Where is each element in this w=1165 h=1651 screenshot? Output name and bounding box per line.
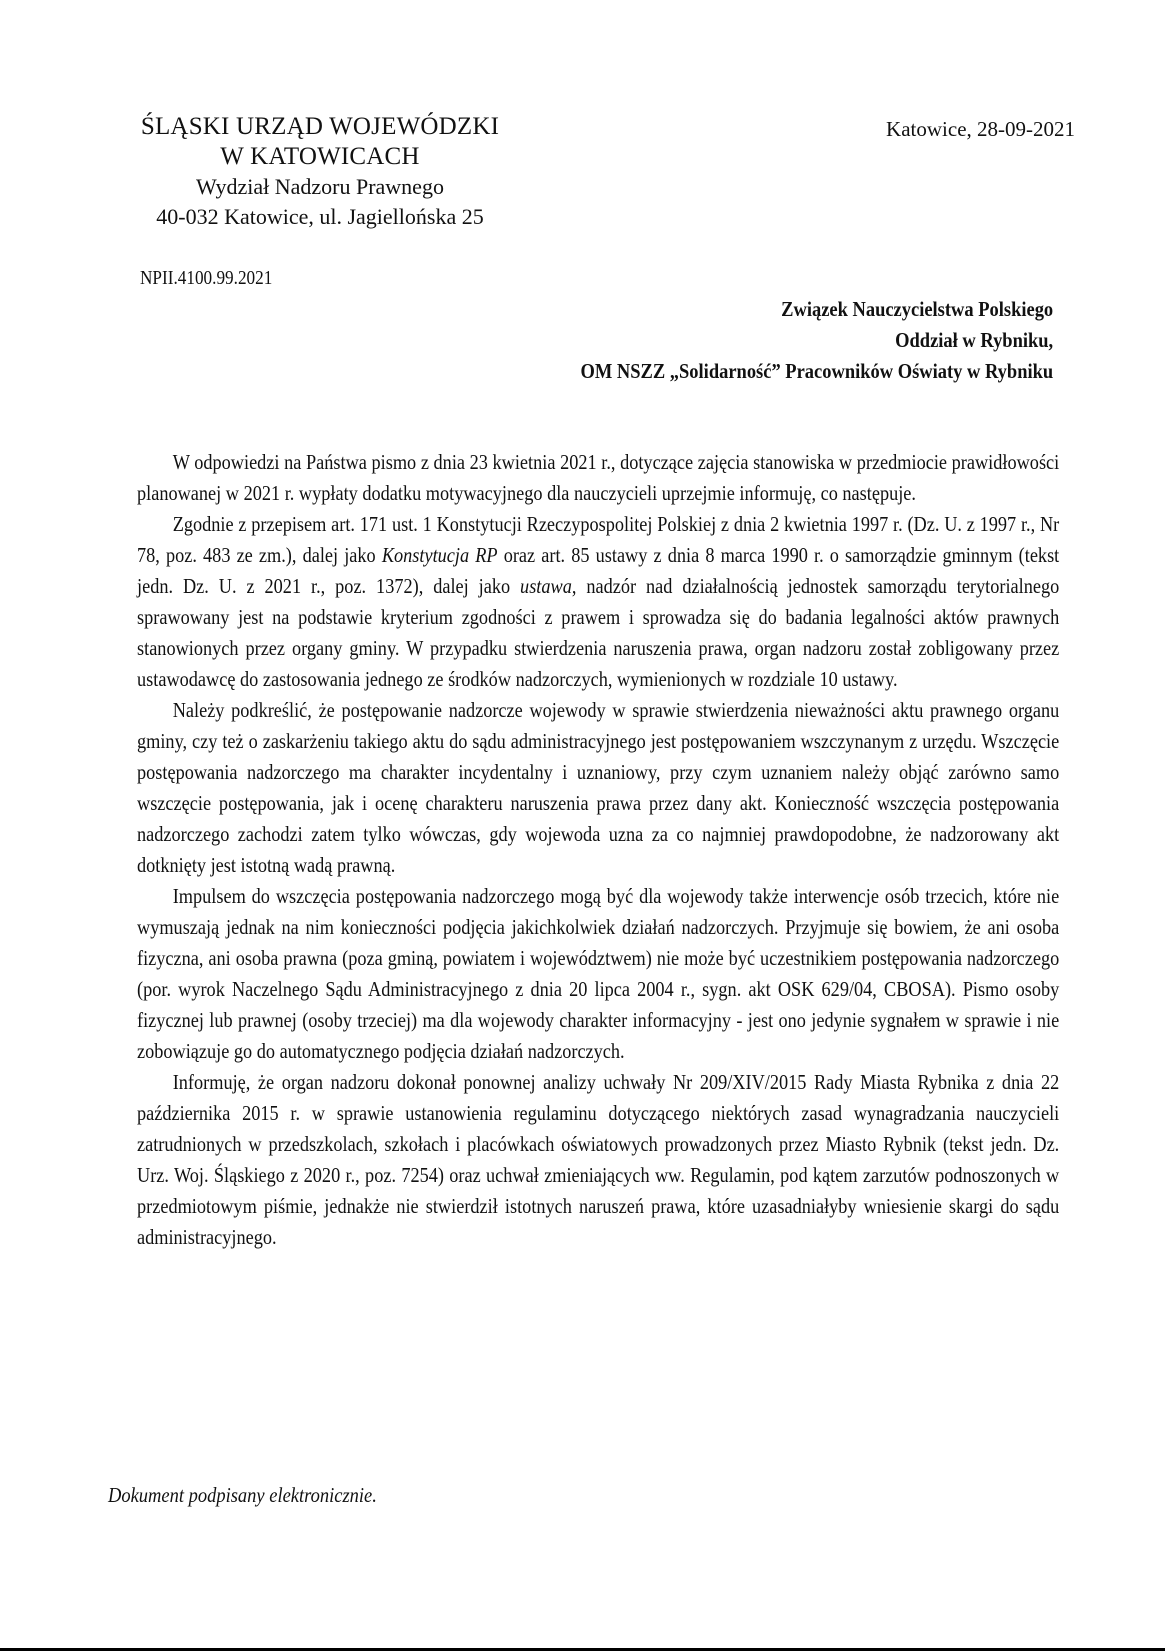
office-address: 40-032 Katowice, ul. Jagiellońska 25 [156, 204, 484, 229]
addressee-line1: Związek Nauczycielstwa Polskiego [780, 297, 1053, 321]
office-name-line2: W KATOWICACH [220, 143, 420, 170]
paragraph-intro: W odpowiedzi na Państwa pismo z dnia 23 kwietnia 2021 r., dotyczące zajęcia stanowiska w przedmiocie prawidłowości planowanej w 2021 r. wypłaty dodatku motywacyjnego dla nauczycieli uprzejmie informuję, co następuje. [137, 450, 1060, 505]
electronic-signature-note: Dokument podpisany elektronicznie. [108, 1483, 377, 1507]
letter-body [137, 447, 1059, 1253]
addressee-line3: OM NSZZ „Solidarność” Pracowników Oświaty w Rybniku [580, 359, 1053, 383]
term-ustawa: ustawa [520, 574, 572, 598]
addressee-block [516, 294, 1053, 387]
paragraph-third-party-intervention: Impulsem do wszczęcia postępowania nadzorczego mogą być dla wojewody także interwencje osób trzecich, które nie wymuszają jednak na nim konieczności podjęcia jakichkolwiek działań nadzorczych. Przyjmuje się bowiem, że ani osoba fizyczna, ani osoba prawna (poza gminą, powiatem i województwem) nie może być uczestnikiem postępowania nadzorczego (por. wyrok Naczelnego Sądu Administracyjnego z dnia 20 lipca 2004 r., sygn. akt OSK 629/04, CBOSA). Pismo osoby fizycznej lub prawnej (osoby trzeciej) ma dla wojewody charakter informacyjny - jest ono jedynie sygnałem w sprawie i nie zobowiązuje go do automatycznego podjęcia działań nadzorczych. [137, 884, 1060, 1063]
department-name: Wydział Nadzoru Prawnego [196, 174, 444, 199]
letterhead [110, 112, 530, 232]
paragraph-supervisory-procedure: Należy podkreślić, że postępowanie nadzorcze wojewody w sprawie stwierdzenia nieważności aktu prawnego organu gminy, czy też o zaskarżeniu takiego aktu do sądu administracyjnego jest postępowaniem wszczynanym z urzędu. Wszczęcie postępowania nadzorczego ma charakter incydentalny i uznaniowy, przy czym uznaniem należy objąć zarówno samo wszczęcie postępowania, jak i ocenę charakteru naruszenia prawa przez dany akt. Konieczność wszczęcia postępowania nadzorczego zachodzi zatem tylko wówczas, gdy wojewoda uzna za co najmniej prawdopodobne, że nadzorowany akt dotknięty jest istotną wadą prawną. [137, 698, 1060, 877]
paragraph-legal-basis-text-1: Zgodnie z przepisem art. 171 ust. 1 Konstytucji Rzeczypospolitej Polskiej z dnia 2 kwietnia 1997 r. (Dz. U. z 1997 r., Nr 78, poz. 483 ze zm.), dalej jako [137, 512, 1060, 567]
office-name-line1: ŚLĄSKI URZĄD WOJEWÓDZKI [140, 113, 500, 140]
paragraph-legal-basis [137, 509, 1059, 695]
term-konstytucja-rp: Konstytucja RP [381, 543, 498, 567]
place-and-date: Katowice, 28-09-2021 [886, 117, 1075, 141]
addressee-line2: Oddział w Rybniku, [894, 328, 1053, 352]
paragraph-conclusion: Informuję, że organ nadzoru dokonał ponownej analizy uchwały Nr 209/XIV/2015 Rady Miasta Rybnika z dnia 22 października 2015 r. w sprawie ustanowienia regulaminu dotyczącego niektórych zasad wynagradzania nauczycieli zatrudnionych w przedszkolach, szkołach i placówkach oświatowych prowadzonych przez Miasto Rybnik (tekst jedn. Dz. Urz. Woj. Śląskiego z 2020 r., poz. 7254) oraz uchwał zmieniających ww. Regulamin, pod kątem zarzutów podnoszonych w przedmiotowym piśmie, jednakże nie stwierdził istotnych naruszeń prawa, które uzasadniałyby wniesienie skargi do sądu administracyjnego. [137, 1070, 1060, 1249]
paragraph-legal-basis-text-3: , nadzór nad działalnością jednostek samorządu terytorialnego sprawowany jest na podstawie kryterium zgodności z prawem i sprowadza się do badania legalności aktów prawnych stanowionych przez organy gminy. W przypadku stwierdzenia naruszenia prawa, organ nadzoru został zobligowany przez ustawodawcę do zastosowania jednego ze środków nadzorczych, wymienionych w rozdziale 10 ustawy. [137, 574, 1060, 691]
reference-number: NPII.4100.99.2021 [140, 267, 273, 289]
paragraph-legal-basis-text-2: oraz art. 85 ustawy z dnia 8 marca 1990 r. o samorządzie gminnym (tekst jedn. Dz. U. z 2021 r., poz. 1372), dalej jako [137, 543, 1060, 598]
